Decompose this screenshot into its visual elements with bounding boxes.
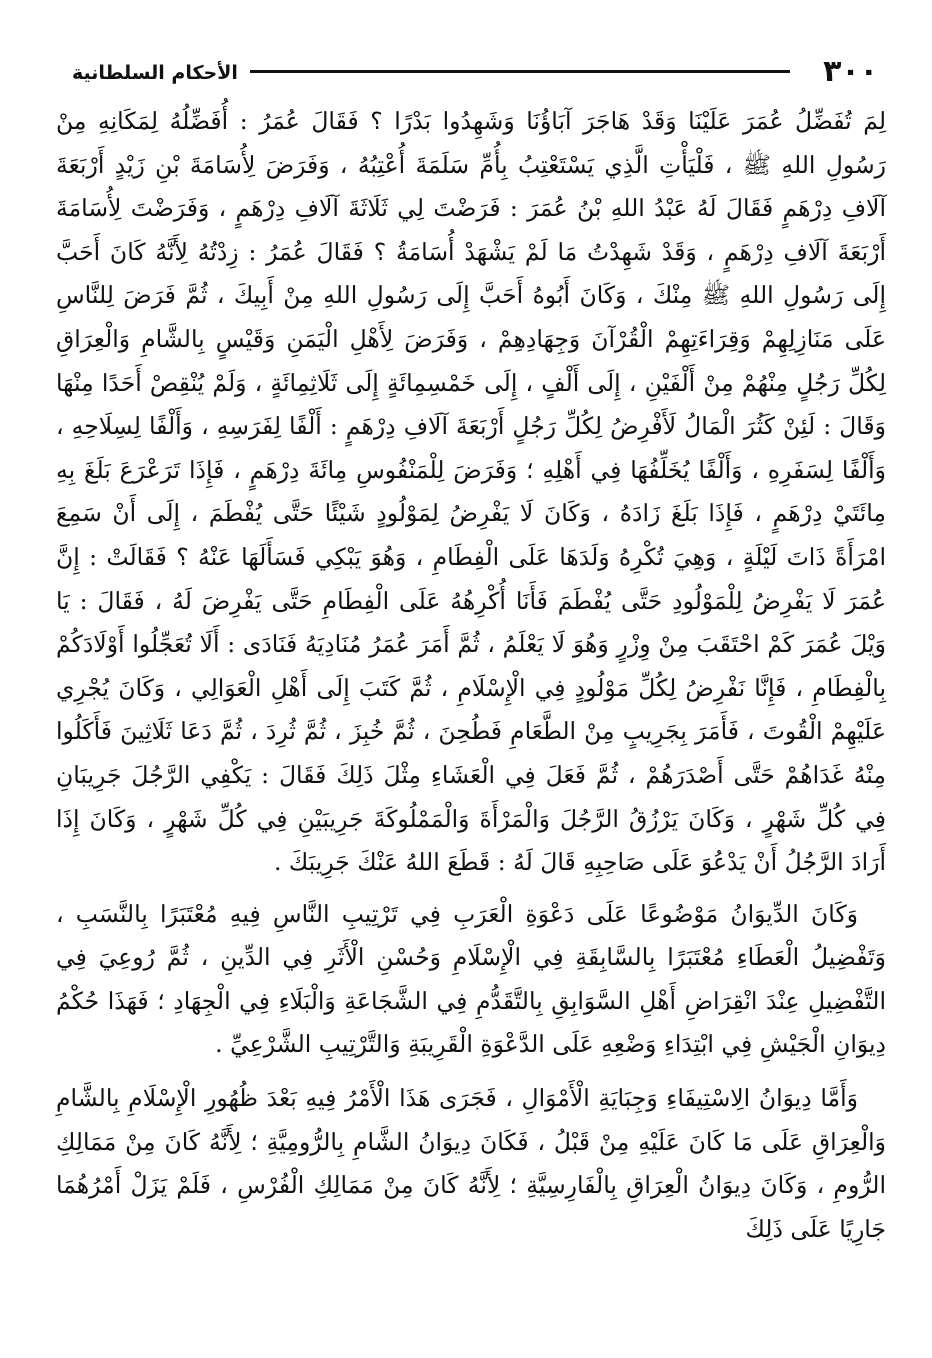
book-title: الأحكام السلطانية — [72, 62, 238, 84]
page-header — [72, 54, 878, 94]
page-number: ٣٠٠ — [823, 54, 878, 89]
page-body — [56, 100, 886, 1251]
paragraph-3: وَأَمَّا دِيوَانُ الِاسْتِيفَاءِ وَجِبَايَةِ الْأَمْوَالِ ، فَجَرَى هَذَا الْأَمْرُ فِيهِ بَعْدَ ظُهُورِ الْإِسْلَامِ بِالشَّامِ وَالْعِرَاقِ عَلَى مَا كَانَ عَلَيْهِ مِنْ قَبْلُ ، فَكَانَ دِيوَانُ الشَّامِ بِالرُّومِيَّةِ ؛ لِأَنَّهُ كَانَ مِنْ مَمَالِكِ الرُّومِ ، وَكَانَ دِيوَانُ الْعِرَاقِ بِالْفَارِسِيَّةِ ؛ لِأَنَّهُ كَانَ مِنْ مَمَالِكِ الْفُرْسِ ، فَلَمْ يَزَلْ أَمْرُهُمَا جَارِيًا عَلَى ذَلِكَ — [56, 1084, 886, 1243]
paragraph-2: وَكَانَ الدِّيوَانُ مَوْضُوعًا عَلَى دَعْوَةِ الْعَرَبِ فِي تَرْتِيبِ النَّاسِ فِيهِ مُعْتَبَرًا بِالنَّسَبِ ، وَتَفْضِيلُ الْعَطَاءِ مُعْتَبَرًا بِالسَّابِقَةِ فِي الْإِسْلَامِ وَحُسْنِ الْأَثَرِ فِي الدِّينِ ، ثُمَّ رُوعِيَ فِي التَّفْضِيلِ عِنْدَ انْقِرَاضِ أَهْلِ السَّوَابِقِ بِالتَّقَدُّمِ فِي الشَّجَاعَةِ وَالْبَلَاءِ فِي الْجِهَادِ ؛ فَهَذَا حُكْمُ دِيوَانِ الْجَيْشِ فِي ابْتِدَاءِ وَضْعِهِ عَلَى الدَّعْوَةِ الْقَرِيبَةِ وَالتَّرْتِيبِ الشَّرْعِيِّ . — [56, 899, 886, 1059]
paragraph-1: لِمَ تُفَضِّلُ عُمَرَ عَلَيْنَا وَقَدْ هَاجَرَ آبَاؤُنَا وَشَهِدُوا بَدْرًا ؟ فَقَالَ عُمَرُ : أُفَضِّلُهُ لِمَكَانِهِ مِنْ رَسُولِ اللهِ ﷺ ، فَلْيَأْتِ الَّذِي يَسْتَعْتِبُ بِأُمِّ سَلَمَةَ أُعْتِبُهُ ، وَفَرَضَ لِأُسَامَةَ بْنِ زَيْدٍ أَرْبَعَةَ آلَافِ دِرْهَمٍ فَقَالَ لَهُ عَبْدُ اللهِ بْنُ عُمَرَ : فَرَضْتَ لِي ثَلَاثَةَ آلَافِ دِرْهَمٍ ، وَفَرَضْتَ لِأُسَامَةَ أَرْبَعَةَ آلَافِ دِرْهَمٍ ، وَقَدْ شَهِدْتُ مَا لَمْ يَشْهَدْ أُسَامَةُ ؟ فَقَالَ عُمَرُ : زِدْتُهُ لِأَنَّهُ كَانَ أَحَبَّ إِلَى رَسُولِ اللهِ ﷺ مِنْكَ ، وَكَانَ أَبُوهُ أَحَبَّ إِلَى رَسُولِ اللهِ مِنْ أَبِيكَ ، ثُمَّ فَرَضَ لِلنَّاسِ عَلَى مَنَازِلِهِمْ وَقِرَاءَتِهِمْ الْقُرْآنَ وَجِهَادِهِمْ ، وَفَرَضَ لِأَهْلِ الْيَمَنِ وَقَيْسٍ بِالشَّامِ وَالْعِرَاقِ لِكُلِّ رَجُلٍ مِنْهُمْ مِنْ أَلْفَيْنِ ، إِلَى أَلْفٍ ، إِلَى خَمْسِمِائَةٍ إِلَى ثَلَاثِمِائَةٍ ، وَلَمْ يُنْقِصْ أَحَدًا مِنْهَا وَقَالَ : لَئِنْ كَثُرَ الْمَالُ لَأَفْرِضُ لِكُلِّ رَجُلٍ أَرْبَعَةَ آلَافِ دِرْهَمٍ : أَلْفًا لِفَرَسِهِ ، وَأَلْفًا لِسِلَاحِهِ ، وَأَلْفًا لِسَفَرِهِ ، وَأَلْفًا يُخَلِّفُهَا فِي أَهْلِهِ ؛ وَفَرَضَ لِلْمَنْفُوسِ مِائَةَ دِرْهَمٍ ، فَإِذَا تَرَعْرَعَ بَلَغَ بِهِ مِائَتَيْ دِرْهَمٍ ، فَإِذَا بَلَغَ زَادَهُ ، وَكَانَ لَا يَفْرِضُ لِمَوْلُودٍ شَيْئًا حَتَّى يُفْطَمَ ، إِلَى أَنْ سَمِعَ امْرَأَةً ذَاتَ لَيْلَةٍ ، وَهِيَ تُكْرِهُ وَلَدَهَا عَلَى الْفِطَامِ ، وَهُوَ يَبْكِي فَسَأَلَهَا عَنْهُ ؟ فَقَالَتْ : إِنَّ عُمَرَ لَا يَفْرِضُ لِلْمَوْلُودِ حَتَّى يُفْطَمَ فَأَنَا أُكْرِهُهُ عَلَى الْفِطَامِ حَتَّى يَفْرِضَ لَهُ ، فَقَالَ : يَا وَيْلَ عُمَرَ كَمْ احْتَقَبَ مِنْ وِزْرٍ وَهُوَ لَا يَعْلَمُ ، ثُمَّ أَمَرَ عُمَرُ مُنَادِيَهُ فَنَادَى : أَلَا تُعَجِّلُوا أَوْلَادَكُمْ بِالْفِطَامِ ، فَإِنَّا نَفْرِضُ لِكُلِّ مَوْلُودٍ فِي الْإِسْلَامِ ، ثُمَّ كَتَبَ إِلَى أَهْلِ الْعَوَالِي ، وَكَانَ يُجْرِي عَلَيْهِمْ الْقُوتَ ، فَأَمَرَ بِجَرِيبٍ مِنْ الطَّعَامِ فَطُحِنَ ، ثُمَّ خُبِزَ ، ثُمَّ ثُرِدَ ، ثُمَّ دَعَا ثَلَاثِينَ فَأَكَلُوا مِنْهُ غَدَاهُمْ حَتَّى أَصْدَرَهُمْ ، ثُمَّ فَعَلَ فِي الْعَشَاءِ مِثْلَ ذَلِكَ فَقَالَ : يَكْفِي الرَّجُلَ جَرِيبَانِ فِي كُلِّ شَهْرٍ ، وَكَانَ يَرْزُقُ الرَّجُلَ وَالْمَرْأَةَ وَالْمَمْلُوكَةَ جَرِيبَيْنِ فِي كُلِّ شَهْرٍ ، وَكَانَ إِذَا أَرَادَ الرَّجُلُ أَنْ يَدْعُوَ عَلَى صَاحِبِهِ قَالَ لَهُ : قَطَعَ اللهُ عَنْكَ جَرِيبَكَ . — [56, 107, 886, 877]
header-rule — [250, 70, 790, 73]
